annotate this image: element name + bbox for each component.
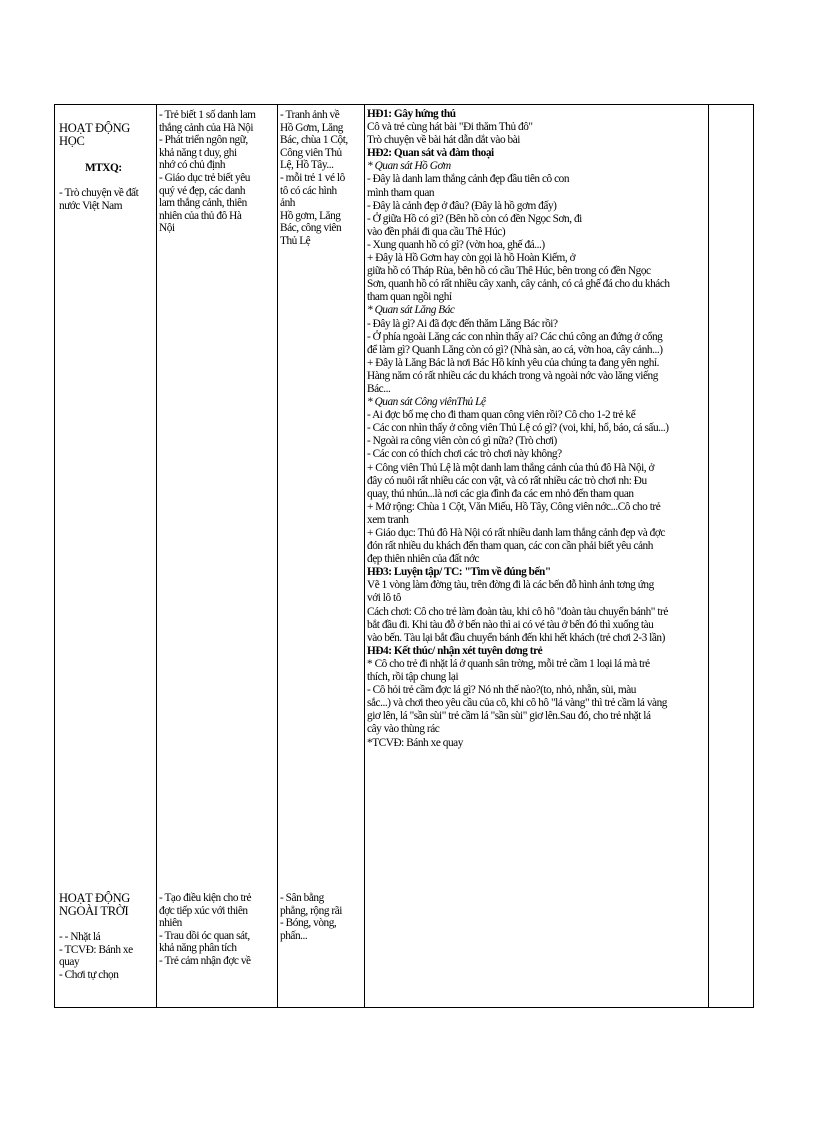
- procedure-line: - Đây là danh lam thắng cảnh đẹp đầu tiên cô con: [367, 173, 570, 186]
- procedure-line: Hàng năm có rất nhiều các du khách trong và ngoài nớc vào lăng viếng: [367, 369, 658, 382]
- procedure-line: Cô và trẻ cùng hát bài "Đi thăm Thủ đô": [367, 121, 533, 134]
- procedure-line: *TCVĐ: Bánh xe quay: [367, 736, 463, 749]
- procedure-line: - Cô hỏi trẻ cầm đợc lá gì? Nó nh thế nào?(to, nhỏ, nhẵn, sùi, màu: [367, 684, 636, 697]
- procedure-line: + Giáo dục: Thủ đô Hà Nội có rất nhiều danh lam thắng cảnh đẹp và đợc: [367, 527, 665, 539]
- activity-heading: HOẠT ĐỘNG NGOÀI TRỜI: [59, 890, 131, 919]
- column-divider: [364, 105, 365, 1007]
- column-divider: [156, 105, 157, 1007]
- procedure-line: để làm gì? Quanh Lăng còn có gì? (Nhà sàn, ao cá, vờn hoa, cây cảnh...): [367, 343, 663, 356]
- procedure-line: - Các con nhìn thấy ở công viên Thủ Lệ có gì? (voi, khỉ, hổ, báo, cá sấu...): [367, 422, 669, 435]
- procedure-line: mình tham quan: [367, 186, 435, 199]
- section-heading: HĐ4: Kết thúc/ nhận xét tuyên dơng trẻ: [367, 644, 543, 657]
- procedure-line: + Đây là Hồ Gơm hay còn gọi là hồ Hoàn Kiếm, ở: [367, 252, 576, 265]
- procedure-line: + Công viên Thủ Lệ là một danh lam thắng cảnh của thủ đô Hà Nội, ở: [367, 461, 655, 474]
- procedure-line: - Ngoài ra công viên còn có gì nữa? (Trò chơi): [367, 435, 557, 448]
- procedure-line: + Đây là Lăng Bác là nơi Bác Hồ kính yêu của chúng ta đang yên nghỉ.: [367, 356, 660, 369]
- procedure-line: Cách chơi: Cô cho trẻ làm đoàn tàu, khi cô hô "đoàn tàu chuyển bánh" trẻ: [367, 605, 668, 618]
- procedure-line: cây vào thùng rác: [367, 723, 440, 736]
- procedure-line: - Các con có thích chơi các trò chơi này không?: [367, 448, 562, 461]
- activity-subheading: MTXQ:: [85, 162, 122, 175]
- activity-cell-learning: [59, 109, 154, 225]
- procedure-line: - Ở giữa Hồ có gì? (Bên hồ còn có đền Ngọc Sơn, đi: [367, 212, 582, 225]
- procedure-line: xem tranh: [367, 513, 409, 526]
- activity-content: - - Nhặt lá - TCVĐ: Bánh xe quay - Chơi tự chọn: [59, 931, 133, 981]
- procedure-line: Sơn, quanh hồ có rất nhiều cây xanh, cây cảnh, có cả ghế đá cho du khách: [367, 278, 670, 291]
- section-heading: HĐ2: Quan sát và đàm thoại: [367, 147, 494, 160]
- procedure-line: với lô tô: [367, 592, 401, 605]
- procedure-line: sắc...) và chơi theo yêu cầu của cô, khi cô hô "lá vàng" thì trẻ cầm lá vàng: [367, 697, 668, 710]
- procedure-line: giữa hồ có Tháp Rùa, bên hồ có cầu Thê Húc, bên trong có đền Ngọc: [367, 265, 651, 278]
- procedure-line: * Quan sát Công viênThủ Lệ: [367, 396, 486, 409]
- procedure-line: - Xung quanh hồ có gì? (vờn hoa, ghế đá...): [367, 238, 545, 251]
- procedure-cell: [367, 108, 707, 750]
- column-divider: [708, 105, 709, 1007]
- procedure-line: quay, thú nhún...là nơi các gia đình đa các em nhỏ đến tham quan: [367, 487, 634, 500]
- procedure-line: vào bến. Tàu lại bắt đầu chuyển bánh đến khi hết khách (trẻ chơi 2-3 lần): [367, 631, 665, 644]
- activity-heading: HOẠT ĐỘNG HỌC: [59, 120, 131, 149]
- activity-cell-outdoor: [59, 879, 154, 994]
- procedure-line: đón rất nhiều du khách đến tham quan, các con cần phải biết yêu cảnh: [367, 540, 653, 553]
- materials-cell: - Tranh ảnh về Hồ Gơm, Lăng Bác, chùa 1 Cột, Công viên Thủ Lệ, Hồ Tây... - mỗi trẻ 1 vé lô tô có các hình ảnh Hồ gơm, Lăng Bác, công viên Thủ Lệ: [280, 109, 348, 247]
- outdoor-objectives-cell: - Tạo điều kiện cho trẻ đợc tiếp xúc với thiên nhiên - Trau dồi óc quan sát, khả năng phân tích - Trẻ cảm nhận đợc về: [159, 892, 252, 967]
- procedure-line: tham quan ngồi nghỉ: [367, 291, 452, 304]
- procedure-line: * Quan sát Lăng Bác: [367, 304, 455, 317]
- procedure-line: Bác...: [367, 382, 391, 395]
- procedure-line: Vẽ 1 vòng làm đờng tàu, trên đờng đi là các bến đỗ hình ảnh tơng ứng: [367, 579, 654, 592]
- procedure-line: - Ai đợc bố mẹ cho đi tham quan công viên rồi? Cô cho 1-2 trẻ kể: [367, 409, 636, 422]
- section-heading: HĐ3: Luyện tập/ TC: "Tìm về đúng bến": [367, 566, 551, 579]
- lesson-plan-table: [54, 104, 754, 1008]
- procedure-line: thích, rồi tập chung lại: [367, 671, 459, 684]
- procedure-line: Trò chuyện về bài hát dẫn dắt vào bài: [367, 134, 520, 147]
- procedure-line: giơ lên, lá "sần sùi" trẻ cầm lá "sần sùi" giơ lên.Sau đó, cho trẻ nhặt lá: [367, 710, 651, 723]
- procedure-line: * Cô cho trẻ đi nhặt lá ở quanh sân trờng, mỗi trẻ cầm 1 loại lá mà trẻ: [367, 657, 650, 670]
- objectives-cell: - Trẻ biết 1 số danh lam thắng cảnh của Hà Nội - Phát triển ngôn ngữ, khả năng t duy, ghi nhớ có chủ định - Giáo dục trẻ biết yêu quý vẻ đẹp, các danh lam thắng cảnh, thiên nhiên của thủ đô Hà Nội: [159, 109, 256, 235]
- procedure-line: đẹp thiên nhiên của đất nớc: [367, 553, 480, 566]
- column-divider: [277, 105, 278, 1007]
- procedure-line: - Ở phía ngoài Lăng các con nhìn thấy ai? Các chú công an đứng ở cổng: [367, 330, 663, 343]
- section-heading: HĐ1: Gây hứng thú: [367, 108, 456, 120]
- procedure-line: bắt đầu đi. Khi tàu đỗ ở bến nào thì ai có vé tàu ở bến đó thì xuống tàu: [367, 618, 654, 631]
- procedure-line: - Đây là gì? Ai đã đợc đến thăm Lăng Bác rồi?: [367, 317, 558, 330]
- procedure-line: vào đền phải đi qua cầu Thê Húc): [367, 225, 506, 238]
- outdoor-materials-cell: - Sân bằng phẳng, rộng rãi - Bóng, vòng, phấn...: [280, 892, 342, 942]
- procedure-line: + Mở rộng: Chùa 1 Cột, Văn Miếu, Hồ Tây, Công viên nớc...Cô cho trẻ: [367, 500, 661, 513]
- procedure-line: * Quan sát Hồ Gơm: [367, 160, 451, 173]
- procedure-line: - Đây là cảnh đẹp ở đâu? (Đây là hồ gơm đấy): [367, 199, 557, 212]
- procedure-line: đây có nuôi rất nhiều các con vật, và có rất nhiều các trò chơi nh: Đu: [367, 474, 647, 487]
- activity-content: - Trò chuyện về đất nước Việt Nam: [59, 187, 139, 212]
